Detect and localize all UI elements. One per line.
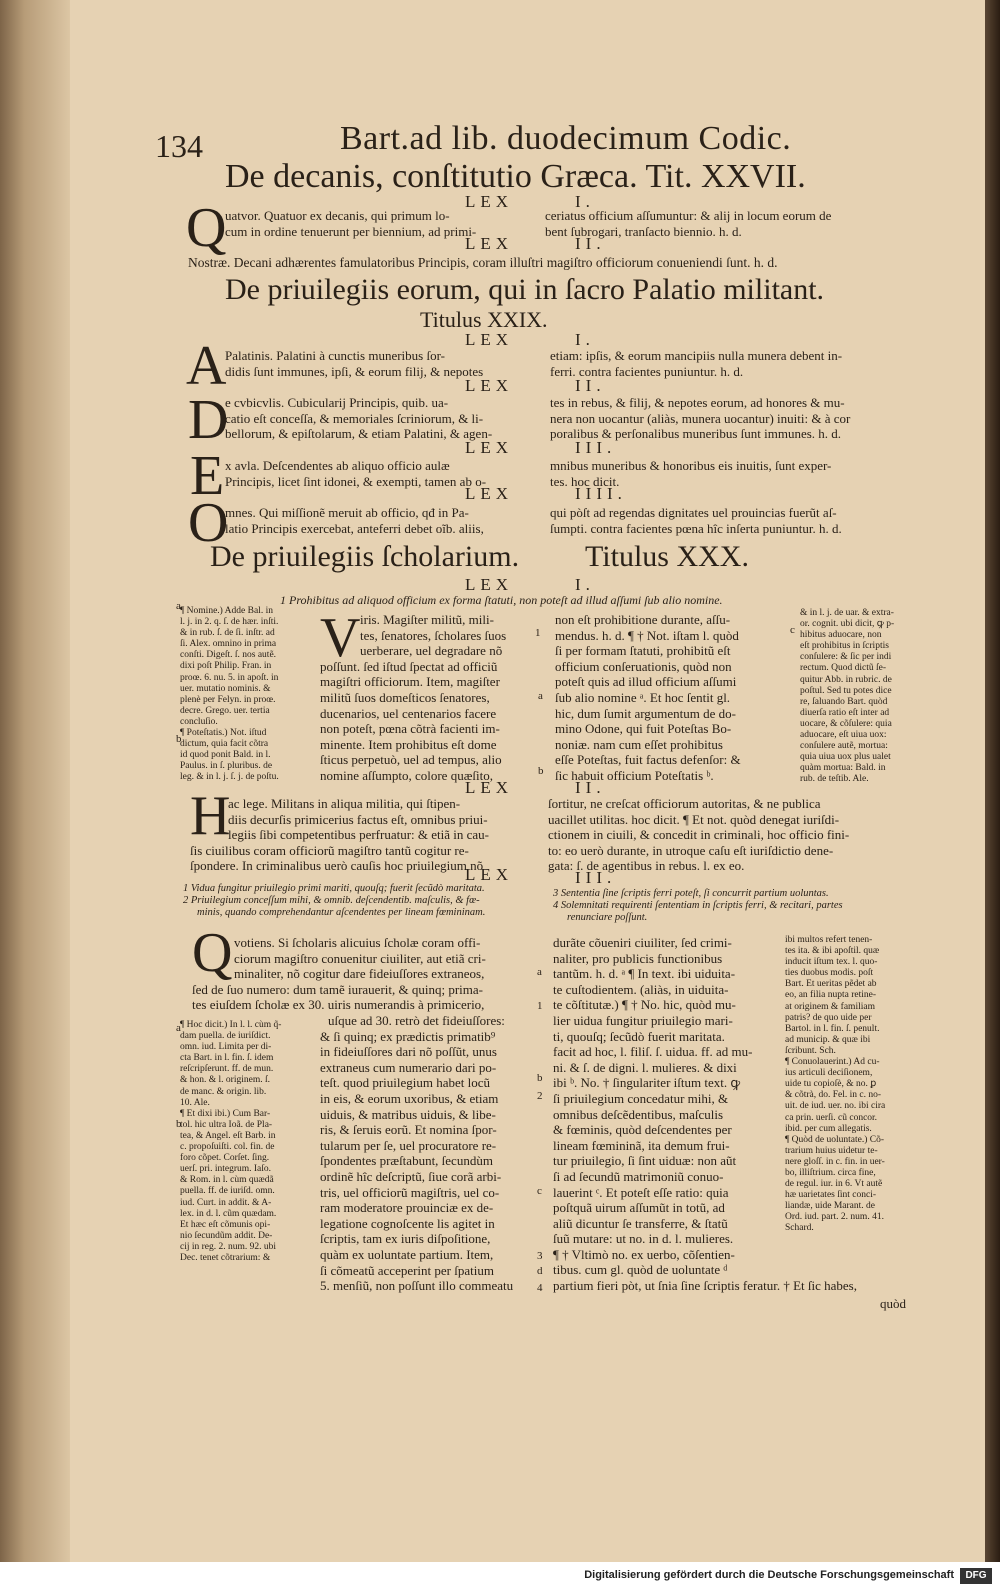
note-line: Bart. Et ueritas pẽdet ab <box>785 979 877 990</box>
lex-text-right <box>550 395 850 442</box>
summary-line: minis, quando comprehendantur aſcendentes per lineam fœmininam. <box>197 907 486 918</box>
lex-text-left <box>225 505 484 536</box>
lex-number: I. <box>575 330 595 349</box>
lex-summary: 1 Prohibitus ad aliquod officium ex forma ſtatuti, non poteſt ad illud aſſumi ſub alio nomine. <box>280 593 723 607</box>
note-line: c. propoſuiſti. col. fin. de <box>180 1142 275 1153</box>
drop-cap: O <box>188 492 229 554</box>
drop-cap: V <box>320 607 361 669</box>
note-line: diuerſa ratio eſt inter ad <box>800 707 890 718</box>
text-line: didis ſunt immunes, ipſi, & eorum filij, & nepotes <box>225 363 484 379</box>
text-line: latio Principis exercebat, anteferri debet oĩb. aliis, <box>225 520 484 536</box>
text-line: te cõſtitutæ.) ¶ † No. hic, quòd mu- <box>553 997 736 1013</box>
margin-letter: d <box>537 1265 543 1277</box>
note-line: & Rom. in l. cùm quædã <box>180 1175 274 1186</box>
lex-number: I. <box>575 192 595 211</box>
text-line: uiduis, & matribus uiduis, & libe- <box>320 1106 496 1122</box>
note-line: or. cognit. ubi dicit, ꝙ p- <box>800 619 895 630</box>
text-line: quàm ex uoluntate partium. Item, <box>320 1246 494 1262</box>
running-title: Bart.ad lib. duodecimum Codic. <box>340 120 792 157</box>
margin-number: 3 <box>537 1250 543 1262</box>
text-line: ceriatus officium aſſumuntur: & alij in locum eorum de <box>545 208 832 223</box>
lex-label: LEX <box>465 438 514 457</box>
summary-line: 4 Solemnitati requirenti ſententiam in ſcriptis ferri, & recitari, partes <box>553 900 843 911</box>
summary-line: 2 Priuilegium conceſſum mihi, & omnib. deſcendentib. maſculis, & fœ- <box>183 895 480 906</box>
note-line: ¶ Quòd de uoluntate.) Cõ- <box>785 1134 885 1145</box>
lex-text-center <box>320 607 507 784</box>
note-line: tol. hic ultra Ioã. de Pla- <box>180 1119 273 1130</box>
note-line: ibi multos refert tenen- <box>785 935 873 945</box>
note-line: cta Bart. in l. fin. ſ. idem <box>180 1053 274 1064</box>
text-line: ſic habuit officium Poteſtatis ᵇ. <box>555 767 714 783</box>
text-line: non eſt prohibitione durante, aſſu- <box>555 612 731 627</box>
text-line: poralibus & perſonalibus muneribus ſunt immunes. h. d. <box>550 426 842 442</box>
lex-summary-right <box>553 888 843 924</box>
text-line: lier uidua fungitur priuilegio mari- <box>553 1012 733 1028</box>
margin-letter: c <box>537 1185 542 1197</box>
title-27: De decanis, conſtitutio Græca. Tit. XXVII. <box>225 158 806 195</box>
margin-letter: a <box>537 966 542 978</box>
note-line: & cõtrà, do. Fel. in c. no- <box>785 1090 882 1101</box>
lex-text-right <box>550 348 842 379</box>
note-line: cij in reg. 2. num. 92. ubi <box>180 1241 277 1252</box>
text-line: ferri. contra facientes puniuntur. h. d. <box>550 363 744 379</box>
drop-cap: H <box>190 785 231 847</box>
lex-number: II. <box>575 234 606 253</box>
note-line: de regul. iur. in 6. Vt autẽ <box>785 1179 883 1190</box>
note-line: uocare, & cõſulere: quia <box>800 718 892 729</box>
text-line: ſticus perpetuò, uel ad tempus, alio <box>320 752 502 768</box>
text-line: tibus. cum gl. quòd de uoluntate ᵈ <box>553 1262 728 1278</box>
text-line: & fœminis, quòd deſcendentes per <box>553 1122 732 1138</box>
lex-text-left <box>225 395 492 442</box>
text-line: x avla. Deſcendentes ab aliquo officio aulæ <box>225 458 450 473</box>
lex-summary-left <box>183 883 485 919</box>
note-line: aduocare, eſt uiua uox: <box>800 730 887 741</box>
text-line: facit ad hoc, l. filiſ. ſ. uidua. ff. ad mu- <box>553 1044 753 1060</box>
footer-credit: Digitalisierung gefördert durch die Deutsche Forschungsgemeinschaft <box>584 1569 954 1581</box>
lex-number: I. <box>575 575 595 594</box>
note-line: de manc. & origin. lib. <box>180 1086 267 1097</box>
note-line: plenè per Felyn. in proœ. <box>180 694 276 705</box>
text-line: legatione cognoſcente lis agitet in <box>320 1215 495 1231</box>
text-line: ordinẽ hîc deſcriptũ, ſiue corã arbi- <box>320 1168 502 1184</box>
text-line: noniæ. nam cum eſſet prohibitus <box>555 736 723 752</box>
text-line: ſortitur, ne creſcat officiorum autoritas, & ne publica <box>548 796 821 811</box>
margin-number: 4 <box>537 1282 543 1294</box>
note-line: leg. & in l. j. ſ. j. de poſtu. <box>180 772 279 783</box>
text-line: gata: ſ. de agentibus in rebus. l. ex eo. <box>548 858 745 874</box>
note-line: & hon. & l. originem. ſ. <box>180 1075 270 1086</box>
text-line: officium conſeruationis, quòd non <box>555 658 732 674</box>
text-line: bent ſubrogari, tranſacto biennio. h. d. <box>545 223 742 239</box>
lex-text-left <box>190 796 489 874</box>
note-line: quàm mortua: Bald. in <box>800 763 886 774</box>
text-line: poteſt quis ad illud officium aſſumi <box>555 674 737 690</box>
margin-letter: a <box>538 690 543 702</box>
text-line: nera non uocantur (aliàs, munera uocantur) inuiti: & à cor <box>550 410 851 426</box>
text-line: ram moderatore prouinciæ ex de- <box>320 1200 494 1216</box>
text-line: ſub alio nomine ᵃ. Et hoc ſentit gl. <box>555 689 731 705</box>
text-line: non poteſt, pœna cõtrà facienti im- <box>320 721 500 737</box>
text-line: eſſe Poteſtas, fuit factus defenſor: & <box>555 752 741 768</box>
lex-label: LEX <box>465 575 514 594</box>
note-line: nere gloſſ. in c. fin. in uer- <box>785 1156 885 1167</box>
note-line: tes ita. & ibi apoſtil. quæ <box>785 946 880 957</box>
text-line: tantũm. h. d. ᵃ ¶ In text. ibi uiduita- <box>553 966 736 982</box>
text-line: tes in rebus, & filij, & nepotes eorum, ad honores & mu- <box>550 395 845 410</box>
text-line: ti, quouſq; ſecũdò fuerit maritata. <box>553 1028 725 1044</box>
text-line: tes. hoc dicit. <box>550 473 620 489</box>
text-line: partium fieri pòt, ut ſnia ſine ſcriptis feratur. † Et ſic habes, <box>553 1278 857 1294</box>
title-29-sub: Titulus XXIX. <box>420 307 548 332</box>
summary-line: renunciare poſſunt. <box>567 912 648 923</box>
text-line: ni. & ſ. de digni. l. mulieres. & dixi <box>553 1059 737 1075</box>
lex-label: LEX <box>465 376 514 395</box>
text-line: ac lege. Militans in aliqua militia, qui ſtipen- <box>228 796 461 811</box>
note-line: dixi poſt Philip. Fran. in <box>180 661 272 672</box>
margin-number: 1 <box>535 627 541 639</box>
text-line: bellorum, & epiſtolarum, & etiam Palatini, & agen- <box>225 426 493 442</box>
note-line: nio ſecundũm addit. De- <box>180 1230 273 1241</box>
note-line: rub. de teſtib. Ale. <box>800 774 869 785</box>
text-line: mnes. Qui miſſionẽ meruit ab officio, qđ in Pa- <box>225 505 469 520</box>
note-line: decre. Grego. uer. tertia <box>180 705 270 716</box>
lex-label: LEX <box>465 865 514 884</box>
text-line: uatvor. Quatuor ex decanis, qui primum lo- <box>225 208 450 223</box>
note-line: trarium huius uidetur te- <box>785 1145 878 1156</box>
marginal-note-right <box>800 608 894 786</box>
text-line: mnibus muneribus & honoribus eis inuitis, ſunt exper- <box>550 458 832 473</box>
text-line: ſis ciuilibus coram officiorũ magiſtro tantũ cogitur re- <box>190 842 469 858</box>
text-line: cum in ordine tenuerunt per biennium, ad primi- <box>225 223 477 239</box>
lex-text-left <box>225 458 486 489</box>
lex-text-right <box>548 796 849 874</box>
drop-cap: Q <box>186 197 227 259</box>
margin-letter: b <box>537 1072 543 1084</box>
text-line: & ſi quinq; ex prædictis primatib⁹ <box>320 1028 496 1044</box>
note-line: iud. Curt. in addit. & A- <box>180 1197 272 1208</box>
marginal-note-left <box>180 606 279 784</box>
text-line: tur priuilegio, ſi ſint uiduæ: non aũt <box>553 1153 737 1169</box>
note-line: Paulus. in ſ. pluribus. de <box>180 761 273 772</box>
text-line: mendus. h. d. ¶ † Not. iſtam l. quòd <box>555 627 739 643</box>
text-line: ſpondentes præſtabunt, ſecundùm <box>320 1153 493 1169</box>
drop-cap: Q <box>192 922 233 984</box>
text-line: ctionem in ciuili, & concedit in criminali, hoc officio fini- <box>548 827 850 843</box>
note-line: Bartol. in l. fin. ſ. penult. <box>785 1023 880 1034</box>
text-line: durãte cõueniri ciuiliter, ſed crimi- <box>553 935 732 950</box>
lex-label: LEX <box>465 192 514 211</box>
summary-line: 3 Sententia ſine ſcriptis ferri poteſt, ſi concurrit partium uoluntas. <box>553 888 829 899</box>
note-line: re, ſaluando Bart. quòd <box>800 696 888 707</box>
catchword: quòd <box>880 1296 906 1311</box>
text-line: poſſunt. ſed iſtud ſpectat ad officiũ <box>320 658 498 674</box>
margin-letter: c <box>790 624 795 636</box>
note-line: lex. in d. l. cũm quædam. <box>180 1208 277 1219</box>
text-line: ſi priuilegium concedatur mihi, & <box>553 1090 729 1106</box>
note-line: ¶ Et dixi ibi.) Cum Bar- <box>180 1108 271 1119</box>
note-line: reſcripſerunt. ff. de mun. <box>180 1064 274 1075</box>
note-line: eſt prohibitus in ſcriptis <box>800 641 889 652</box>
text-line: ducenarios, uel centenarios facere <box>320 705 497 721</box>
title-29: De priuilegiis eorum, qui in ſacro Palatio militant. <box>225 273 825 306</box>
summary-line: 1 Vidua fungitur priuilegio primi mariti, quouſq; fuerit ſecũdò maritata. <box>183 883 485 894</box>
text-line: lauerint ᶜ. Et poteſt eſſe ratio: quia <box>553 1184 729 1200</box>
margin-letter: a <box>176 1022 181 1034</box>
note-line: conſti. Digeſt. ſ. nos autẽ. <box>180 650 277 661</box>
lex-number: III. <box>575 438 617 457</box>
note-line: hæ uarietates ſint conci- <box>785 1190 877 1201</box>
lex-label: LEX <box>465 778 514 797</box>
note-line: bo, illiſtrium. circa fine, <box>785 1167 876 1178</box>
lex-label: LEX <box>465 234 514 253</box>
note-line: hibitus aduocare, non <box>800 630 882 641</box>
text-line: tris, uel officiorũ magiſtris, uel co- <box>320 1184 500 1200</box>
lex-label: LEX <box>465 330 514 349</box>
note-line: proœ. 6. nu. 5. in apoſt. in <box>180 672 279 683</box>
note-line: ¶ Conuolauerint.) Ad cu- <box>785 1057 880 1068</box>
text-line: militũ ſuos domeſticos ſenatores, <box>320 689 490 705</box>
note-line: ſi. Alex. omnino in prima <box>180 639 277 650</box>
note-line: l. j. in 2. q. ſ. de hær. inſti. <box>180 617 279 628</box>
text-line: iris. Magiſter militũ, mili- <box>360 612 494 627</box>
note-line: omn. iud. Limita per di- <box>180 1042 272 1053</box>
text-line: Principis, licet ſint idonei, & exempti, tamen ab o- <box>225 473 487 489</box>
margin-number: 1 <box>537 1000 543 1012</box>
note-line: rectum. Quod dictũ ſe- <box>800 663 887 674</box>
lex-text-left <box>225 348 483 379</box>
text-line: extraneus cum numerario dari po- <box>320 1059 497 1075</box>
note-line: quia uiua uox plus ualet <box>800 752 891 763</box>
note-line: ibid. per cum allegatis. <box>785 1123 872 1134</box>
marginal-note-left <box>180 1020 281 1264</box>
note-line: conſulere: & ſic per indi <box>800 652 892 663</box>
text-line: etiam: ipſis, & eorum mancipiis nulla munera debent in- <box>550 348 843 363</box>
marginal-note-right <box>785 935 885 1235</box>
note-line: foro cõpet. Corſet. ſing. <box>180 1153 270 1164</box>
page-number: 134 <box>155 128 203 164</box>
text-line: ſuũ mutare: ut no. in d. l. mulieres. <box>553 1231 734 1247</box>
text-line: diis decurſis primicerius factus eſt, omnibus priui- <box>228 811 488 827</box>
text-line: tes eiuſdem ſcholæ ex 30. uiris numerandis à primicerio, <box>192 997 485 1013</box>
text-line: ſpondere. In criminalibus uerò cauſis hoc priuilegium nõ <box>190 858 484 874</box>
lex-text-right <box>555 612 741 784</box>
text-line: ciorum magiſtro conuenitur ciuiliter, aut etiã cri- <box>234 950 486 966</box>
note-line: & in rub. ſ. de ſi. inſtr. ad <box>180 628 275 639</box>
text-line: mino Odone, qui fuit Poteſtas Bo- <box>555 721 732 737</box>
note-line: puella. ff. de iuriſd. omn. <box>180 1186 275 1197</box>
note-line: uide tu copioſè, & no. ꝑ <box>785 1079 877 1090</box>
text-line: hic, dum ſumit argumentum de do- <box>555 705 737 721</box>
margin-letter: b <box>176 1118 182 1130</box>
text-line: votiens. Si ſcholaris alicuius ſcholæ coram offi- <box>234 935 481 950</box>
text-line: catio eſt conceſſa, & memoriales ſcriniorum, & li- <box>225 410 484 426</box>
text-line: Palatinis. Palatini à cunctis muneribus ſor- <box>225 348 445 363</box>
text-line: uſque ad 30. retrò det fideiuſſores: <box>328 1013 505 1028</box>
drop-cap: A <box>186 335 227 397</box>
note-line: tea, & Angel. eſt Barb. in <box>180 1130 276 1141</box>
note-line: id quod ponit Bald. in l. <box>180 750 271 761</box>
note-line: Ord. iud. part. 2. num. 41. <box>785 1212 884 1223</box>
margin-number: 2 <box>537 1090 543 1102</box>
footer-bar <box>0 1562 1000 1592</box>
note-line: ca prin. uerſi. cũ concor. <box>785 1112 878 1123</box>
note-line: ¶ Nomine.) Adde Bal. in <box>180 606 273 616</box>
lex-number: III. <box>575 868 617 887</box>
note-line: conſulere autẽ, mortua: <box>800 741 888 752</box>
text-line: ſi cõmeatũ acceperint per ſpatium <box>320 1262 494 1278</box>
text-line: legiis ſibi competentibus perfruatur: & etiã in cau- <box>228 827 490 843</box>
note-line: inducit iſtum tex. l. quo- <box>785 957 878 968</box>
note-line: liandæ, uide Marant. de <box>785 1201 875 1212</box>
note-line: uer. mutatio nominis. & <box>180 683 271 694</box>
note-line: & in l. j. de uar. & extra- <box>800 608 894 618</box>
drop-cap: E <box>190 445 225 507</box>
text-line: in eis, & eorum uxoribus, & etiam <box>320 1090 499 1106</box>
note-line: ad municip. & quæ ibi <box>785 1034 871 1045</box>
lex-text-left <box>225 208 476 239</box>
lex-number: II. <box>575 778 606 797</box>
title-30-right: Titulus XXX. <box>585 540 749 573</box>
text-line: ris, & ſeruis eorũ. Et nomina ſpor- <box>320 1122 497 1138</box>
text-line: lineam fœmininã, ita demum frui- <box>553 1137 730 1153</box>
margin-letter: a <box>176 600 181 612</box>
text-line: nomine aſſumpto, colore quæſito, <box>320 767 493 783</box>
text-line: ſi per formam ſtatuti, prohibitũ eſt <box>555 643 731 659</box>
text-line: magiſtri officiorum. Item, magiſter <box>320 674 500 690</box>
text-line: tularum per ſe, uel procuratore re- <box>320 1137 497 1153</box>
text-line: naliter, pro publicis functionibus <box>553 950 723 966</box>
note-line: uit. de iud. uer. no. ibi cira <box>785 1101 886 1112</box>
note-line: ¶ Poteſtatis.) Not. iſtud <box>180 728 267 739</box>
note-line: ¶ Hoc dicit.) In l. l. cùm q̃- <box>180 1020 282 1030</box>
lex-text-right <box>550 505 842 536</box>
text-line: ſcriptis, tam ex iuris diſpoſitione, <box>320 1231 491 1247</box>
note-line: concluſio. <box>180 716 218 727</box>
text-line: ibi ᵇ. No. † ſingulariter iſtum text. ꝙ <box>553 1075 741 1091</box>
drop-cap: D <box>188 389 229 451</box>
note-line: 10. Ale. <box>180 1097 210 1108</box>
title-30-left: De priuilegiis ſcholarium. <box>210 540 520 573</box>
text-line: to: eo uerò durante, in utroque caſu eſt iuriſdictio dene- <box>548 842 834 858</box>
page-gutter <box>0 0 70 1562</box>
text-line: omnibus deſcẽdentibus, maſculis <box>553 1106 724 1122</box>
lex-number: II. <box>575 376 606 395</box>
text-line: e cvbicvlis. Cubicularij Principis, quib. ua- <box>225 395 449 410</box>
note-line: quitur Abb. in rubric. de <box>800 674 892 685</box>
text-line: teſt. quod priuilegium habet locũ <box>320 1075 491 1091</box>
note-line: ius articuli deciſionem, <box>785 1068 873 1079</box>
text-line: tes, ſenatores, ſcholares ſuos <box>360 627 507 643</box>
text-line: uerberare, uel degradare nõ <box>360 643 503 659</box>
dfg-logo: DFG <box>960 1568 992 1584</box>
margin-letter: b <box>176 733 182 745</box>
text-line: ſed de ſuo numero: dum tamẽ iurauerit, & quinq; prima- <box>192 981 483 997</box>
note-line: eo, an filia nupta retine- <box>785 990 877 1001</box>
lex-label: LEX <box>465 484 514 503</box>
note-line: uerſ. pri. integrum. Iaſo. <box>180 1164 272 1175</box>
lex-text-head <box>192 935 486 1013</box>
text-line: te cuſtodientem. (aliàs, in uiduita- <box>553 981 729 997</box>
text-line: ¶ † Vltimò no. ex uerbo, cõſentien- <box>553 1246 735 1262</box>
margin-letter: b <box>538 765 544 777</box>
note-line: Schard. <box>785 1223 814 1234</box>
note-line: patris? de quo uide per <box>785 1012 872 1023</box>
note-line: dictum, quia facit cõtra <box>180 739 269 750</box>
note-line: ties duobus modis. poſt <box>785 968 874 979</box>
text-line: poſtquã uirum aſſumũt in totũ, ad <box>553 1200 725 1216</box>
text-line: qui pòſt ad regendas dignitates uel prouincias fuerũt aſ- <box>550 505 837 520</box>
text-line: ſumpti. contra facientes pœna hîc inſerta puniuntur. h. d. <box>550 520 842 536</box>
note-line: poſtul. Sed tu potes dice <box>800 685 892 696</box>
lex-number: IIII. <box>575 484 627 503</box>
page-edge <box>985 0 1000 1562</box>
note-line: ſcribunt. Sch. <box>785 1045 836 1056</box>
lex-text-center <box>320 1013 513 1294</box>
lex-text: Nostræ. Decani adhærentes famulatoribus Principis, coram illuſtri magiſtro officiorum conueniendi ſunt. h. d. <box>188 255 778 270</box>
text-line: in fideiuſſores dari nõ poſſũt, unus <box>320 1044 497 1060</box>
text-line: minaliter, nõ cogitur dare fideiuſſores extraneos, <box>234 966 485 982</box>
note-line: Et hæc eſt cõmunis opi- <box>180 1219 271 1230</box>
text-line: minente. Item prohibitus eſt dome <box>320 736 497 752</box>
text-line: 5. menſiũ, non poſſunt illo commeatu <box>320 1278 514 1294</box>
note-line: at originem & familiam <box>785 1001 875 1012</box>
note-line: dam puella. de iuriſdict. <box>180 1031 271 1042</box>
text-line: uacillet utilitas. hoc dicit. ¶ Et not. quòd denegat iuriſdi- <box>548 811 840 827</box>
text-line: aliũ dicuntur ſe transferre, & ſtatũ <box>553 1215 728 1231</box>
text-line: ſi ad ſecundũ matrimoniũ conuo- <box>553 1168 724 1184</box>
note-line: Dec. tenet cõtrarium: & <box>180 1252 271 1263</box>
